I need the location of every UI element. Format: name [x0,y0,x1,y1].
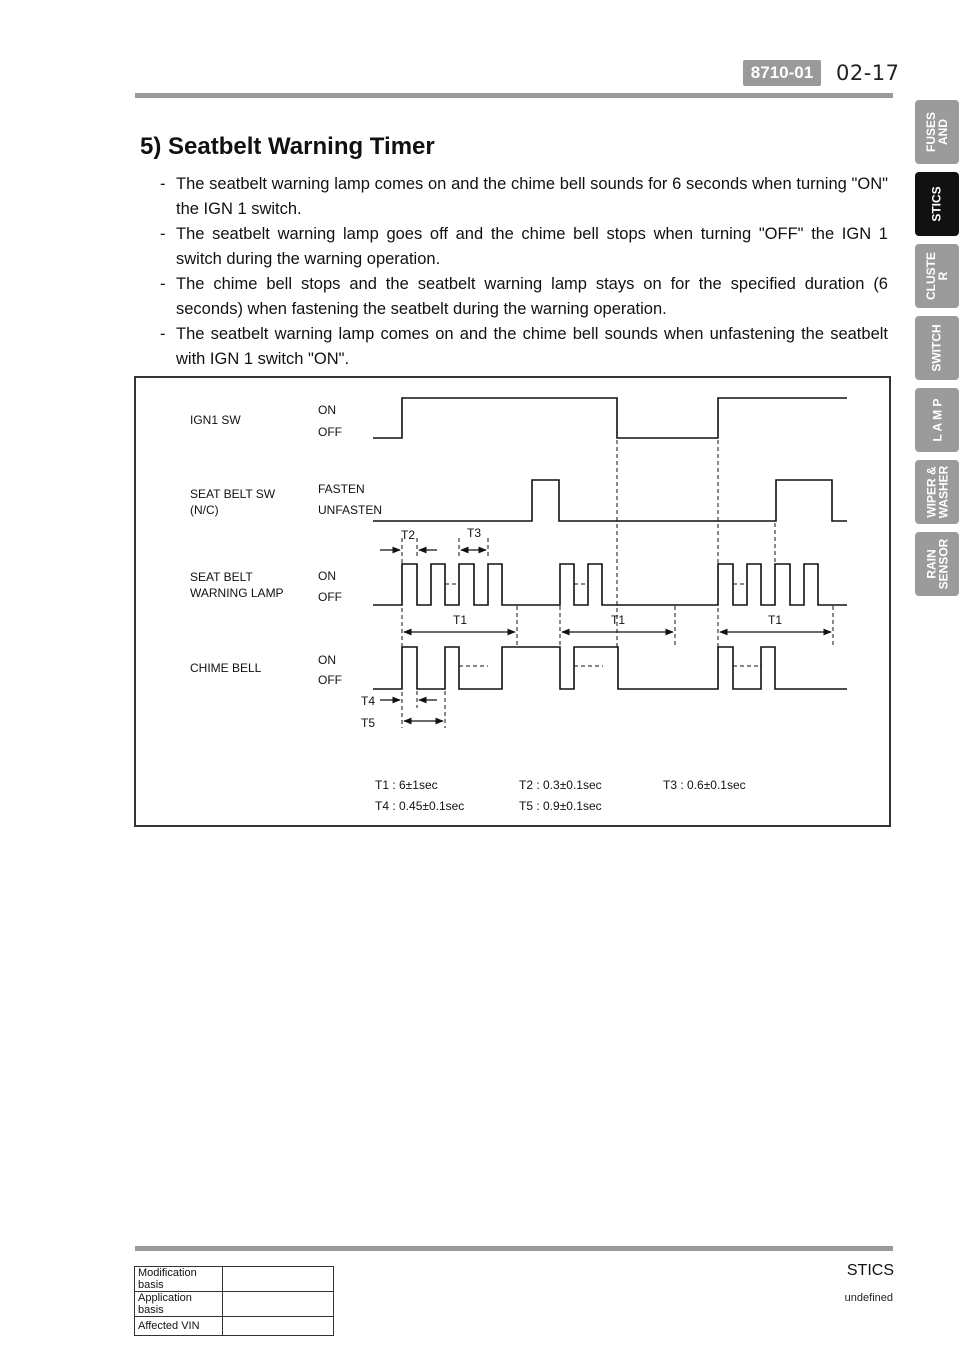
description-list [160,172,888,372]
side-tab-label: STICS [930,186,944,222]
side-tab-label: RAIN SENSOR [924,538,950,590]
side-tab-switch[interactable] [915,316,959,380]
t3-spec: T3 : 0.6±0.1sec [663,778,746,792]
t3-marker: T3 [467,526,482,540]
side-tab-label: WIPER & WASHER [924,465,951,519]
t4-marker: T4 [361,694,376,708]
header-divider [135,93,893,98]
chime-low-label: OFF [318,673,342,687]
t4-spec: T4 : 0.45±0.1sec [375,799,465,813]
seatbelt-sw-sublabel: (N/C) [190,503,219,517]
table-cell-value [223,1292,334,1317]
list-item: - The seatbelt warning lamp goes off and the chime bell stops when turning "OFF" the IGN 1 switch during the warning operation. [160,225,888,268]
lamp-low-label: OFF [318,590,342,604]
t1-spec: T1 : 6±1sec [375,778,438,792]
t1-marker: T1 [453,613,468,627]
lamp-sublabel: WARNING LAMP [190,586,284,600]
table-row [135,1267,334,1292]
side-tab-lamp[interactable] [915,388,959,452]
table-row [135,1317,334,1336]
side-tab-label: CLUSTE R [924,252,950,300]
footer-subtitle: undefined [844,1292,893,1304]
t2-marker: T2 [401,528,416,542]
list-item: - The seatbelt warning lamp comes on and the chime bell sounds when unfastening the seatbelt with IGN 1 switch "ON". [160,325,888,368]
list-item: - The seatbelt warning lamp comes on and the chime bell sounds for 6 seconds when turning "ON" the IGN 1 switch. [160,175,888,218]
seatbelt-low-label: UNFASTEN [318,503,383,517]
table-cell-label: Affected VIN [135,1317,223,1336]
side-tab-cluster[interactable] [915,244,959,308]
table-cell-value [223,1317,334,1336]
timing-diagram [134,376,891,827]
list-item: - The chime bell stops and the seatbelt warning lamp stays on for the specified duration (6 seconds) when fastening the seatbelt during the warning operation. [160,275,888,318]
side-tab-label: FUSES AND [923,111,950,153]
table-cell-label: Application basis [135,1292,223,1317]
lamp-high-label: ON [318,569,336,583]
modification-info-table [134,1266,334,1336]
list-item-text: The chime bell stops and the seatbelt warning lamp stays on for the specified duration (6 seconds) when fastening the seatbelt during the warning operation. [176,275,888,318]
section-title: 5) Seatbelt Warning Timer [140,133,435,160]
t2-spec: T2 : 0.3±0.1sec [519,778,602,792]
chime-high-label: ON [318,653,336,667]
ign1-waveform [373,398,847,438]
chime-label: CHIME BELL [190,661,262,675]
side-tab-wiper-washer[interactable] [915,460,959,524]
footer-title: STICS [846,1262,894,1279]
ign1-label: IGN1 SW [190,413,241,427]
seatbelt-high-label: FASTEN [318,482,365,496]
t1-marker: T1 [611,613,626,627]
side-tab-fuses[interactable] [915,100,959,164]
section-code-badge: 8710-01 [743,60,821,86]
list-item-text: The seatbelt warning lamp comes on and the chime bell sounds when unfastening the seatbelt with IGN 1 switch "ON". [176,325,888,368]
t5-marker: T5 [361,716,376,730]
t1-marker: T1 [768,613,783,627]
t5-spec: T5 : 0.9±0.1sec [519,799,602,813]
page-number: 02-17 [836,61,900,85]
footer-divider [135,1246,893,1251]
table-row [135,1292,334,1317]
ign1-high-label: ON [318,403,336,417]
table-cell-label: Modification basis [135,1267,223,1292]
lamp-label: SEAT BELT [190,570,253,584]
lamp-waveform [373,564,847,605]
seatbelt-sw-label: SEAT BELT SW [190,487,276,501]
side-tab-rain-sensor[interactable] [915,532,959,596]
table-cell-value [223,1267,334,1292]
side-tab-label: L A M P [929,398,944,442]
seatbelt-sw-waveform [373,480,847,521]
side-tab-stics[interactable] [915,172,959,236]
chime-waveform [373,647,847,689]
list-item-text: The seatbelt warning lamp comes on and the chime bell sounds for 6 seconds when turning "ON" the IGN 1 switch. [176,175,888,218]
side-tab-label: SWITCH [930,324,945,372]
list-item-text: The seatbelt warning lamp goes off and the chime bell stops when turning "OFF" the IGN 1 switch during the warning operation. [176,225,888,268]
ign1-low-label: OFF [318,425,342,439]
